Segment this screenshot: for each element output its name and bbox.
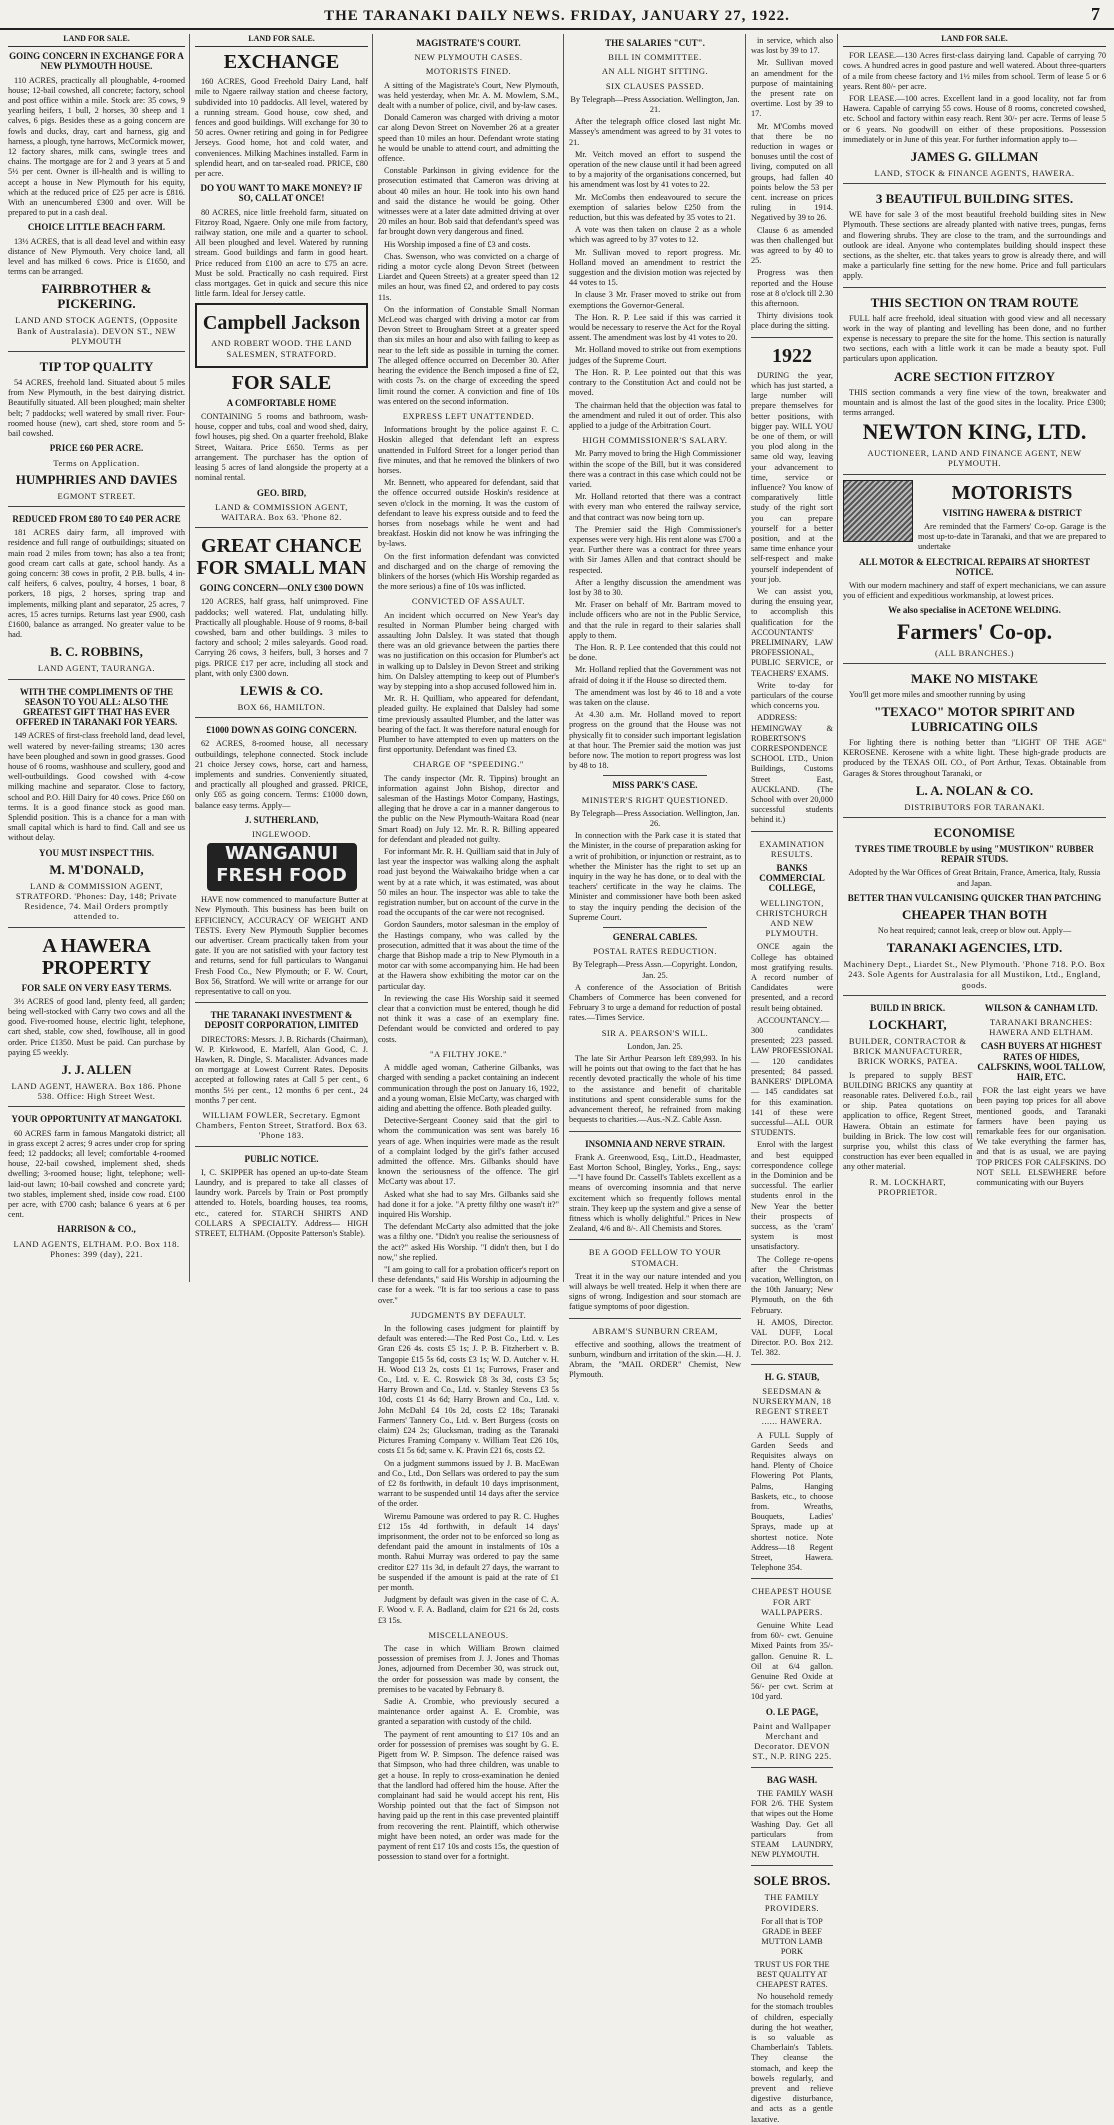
article-paragraph: The Premier said the High Commissioner's expenses were very high. His rent alone was £700 a year. Further there was a contract for three years with Sir James Allen and that contract should be respected.	[569, 524, 741, 575]
agent-details: LAND & COMMISSION AGENT, STRATFORD. 'Phones: Day, 148; Private Residence, 74. Mail Orders promptly attended to.	[15, 880, 178, 922]
article-paragraph: Clause 6 as amended was then challenged but was agreed to by 40 to 25.	[751, 225, 833, 266]
ad-body: THE FAMILY WASH FOR 2/6. THE System that wipes out the Home Washing Day. Get all particulars from STEAM LAUNDRY, NEW PLYMOUTH.	[751, 1788, 833, 1860]
ad-subheading: We also specialise in ACETONE WELDING.	[888, 605, 1061, 616]
article-paragraph: Detective-Sergeant Cooney said that the girl to whom the communication was sent was barely 16 years of age. When inquiries were made as the result of a complaint lodged by the girl's father accused admitted the offence. Mrs. Gilbanks should have known the seriousness of the offence. The girl McCarty was about 17.	[378, 1116, 559, 1187]
article-paragraph: The late Sir Arthur Pearson left £89,993. In his will he points out that owing to the fact that he has recently devoted practically the whole of his time to the assistance and benefit of charitable institutions and spent considerable sums for the advancement thereof, he refrained from making bequests to charities.—Aus.-N.Z. Cable Assn.	[569, 1054, 741, 1125]
article-paragraph: Mr. Parry moved to bring the High Commissioner within the scope of the Bill, but it was considered there was a contract in this case which could not be varied.	[569, 449, 741, 489]
article-subheading: CHARGE OF "SPEEDING."	[413, 759, 524, 770]
agent-details: (ALL BRANCHES.)	[935, 647, 1014, 658]
article-paragraph: in service, which also was lost by 39 to 17.	[751, 36, 833, 56]
article-dateline: London, Jan. 25.	[627, 1041, 683, 1051]
ad-subheading: A COMFORTABLE HOME	[226, 397, 337, 408]
agent-details: AUCTIONEER, LAND AND FINANCE AGENT, NEW PLYMOUTH.	[867, 448, 1082, 469]
article-paragraph: On the first information defendant was convicted and discharged and on the charge of removing the blinkers of the horses (which His Worship regarded as the more serious) a fine of 10s was inflicted.	[378, 551, 559, 592]
agent-name: M. M'DONALD,	[49, 861, 144, 877]
section-heading: LAND FOR SALE.	[195, 34, 368, 47]
agent-name: FAIRBROTHER & PICKERING.	[41, 281, 152, 312]
agent-details: Machinery Dept., Liardet St., New Plymouth. 'Phone 718. P.O. Box 243. Sole Agents for Australasia for all Mustikon, Ltd., England, goods.	[843, 959, 1106, 990]
article-paragraph: Sadie A. Crombie, who previously secured a maintenance order against A. E. Crombie, was granted a separation with custody of the child.	[378, 1697, 559, 1727]
article-subheading: HIGH COMMISSIONER'S SALARY.	[582, 435, 728, 446]
article-paragraph: Donald Cameron was charged with driving a motor car along Devon Street on November 26 at a greater speed than 10 miles an hour. Defendant wrote stating he would be unable to attend court, and admitting the offence.	[378, 113, 559, 164]
ad-body: I, C. SKIPPER has opened an up-to-date Steam Laundry, and is prepared to take all classes of laundry work. Parcels by Train or Post promptly attended to. Hotels, boarding houses, tea rooms, etc., catered for. STARCH SHIRTS AND COLLARS A SPECIALTY. Address— HIGH STREET, ELTHAM. (Opposite Patterson's Stable).	[195, 1167, 368, 1239]
agent-name: O. LE PAGE,	[765, 1706, 819, 1717]
ad-heading: CHEAPER THAN BOTH	[902, 906, 1047, 922]
ad-body: 160 ACRES, Good Freehold Dairy Land, half mile to Ngaere railway station and cheese factory, subdivided into 10 paddocks. All level, watered by a running stream. Good house, cow shed, and fences and good buildings. Will exchange for 30 to 50 acres. Owner retiring and going in for Pedigree Jerseys. Good home, hot and cold water, and conveniences. Milking Machines installed. Farm in splendid heart, and on tar-sealed road. PRICE, £80 per acre.	[195, 77, 368, 179]
ad-body: ADDRESS: HEMINGWAY & ROBERTSON'S CORRESPONDENCE SCHOOL LTD., Union Buildings, Customs Street East, AUCKLAND. (The School with over 20,000 successful students behind it.)	[751, 713, 833, 825]
article-paragraph: The defendant McCarty also admitted that the joke was a filthy one. "Didn't you realise the seriousness of the act?" asked His Worship. "I didn't then, but I do now," she replied.	[378, 1222, 559, 1262]
ad-heading: CHEAPEST HOUSE FOR ART WALLPAPERS.	[751, 1586, 833, 1617]
article-paragraph: After a lengthy discussion the amendment was lost by 38 to 30.	[569, 577, 741, 597]
article-paragraph: Mr. McCombs then endeavoured to secure the exemption of salaries below £250 from the reduction, but this was defeated by 35 votes to 21.	[569, 192, 741, 223]
article-paragraph: "I am going to call for a probation officer's report on these defendants," said His Worship in adjourning the case for a week. "It is far too serious a case to pass over."	[378, 1264, 559, 1305]
agent-details: SEEDSMAN & NURSERYMAN, 18 REGENT STREET ...... HAWERA.	[752, 1385, 832, 1427]
agent-name: J. SUTHERLAND,	[244, 814, 319, 825]
agent-name: SOLE BROS.	[753, 1873, 831, 1889]
article-subheading: "A FILTHY JOKE."	[430, 1048, 507, 1059]
ad-body: Adopted by the War Offices of Great Britain, France, America, Italy, Russia and Japan.	[848, 868, 1101, 888]
ad-body: 181 ACRES dairy farm, all improved with residence and full range of outbuildings; situated on main road 2 miles from town; has also a tea front; good cream cart calls at gate, school handy. As a going concern: 38 cows in profit, 2 P.B. bulls, 4 in-calf heifers, 6 calves, poultry, 4 horses, 1 boar, 8 porkers, 18 pigs, 2 horses, spring trap and implements, milking plant and separator, 25 acres, 7 acres, 15 acres turnips. Returns last year £900, cash £1600, balance as arranged. No greater value to be had.	[8, 528, 185, 640]
divider	[603, 775, 706, 776]
ad-heading: CHOICE LITTLE BEACH FARM.	[27, 222, 166, 233]
newspaper-title: THE TARANAKI DAILY NEWS. FRIDAY, JANUARY 27, 1922.	[324, 8, 790, 24]
agent-details: LAND & COMMISSION AGENT, WAITARA. Box 63. 'Phone 82.	[215, 501, 348, 522]
ad-body: Is prepared to supply BEST BUILDING BRICKS any quantity at reasonable rates. Delivered f.o.b., rail or ship. Patea quotations on application to office, Regent Street, Hawera. Obtain an estimate for building in Brick. The low cost will surprise you, whilst this class of construction has ever been equalled in any other material.	[843, 1070, 973, 1172]
ad-heading: YOUR OPPORTUNITY AT MANGATOKI.	[11, 1114, 182, 1125]
agent-details: WILLIAM FOWLER, Secretary. Egmont Chambers, Fenton Street, Stratford. Box 63. 'Phone 183.	[195, 1110, 368, 1141]
ad-body: No household remedy for the stomach troubles of children, especially during the hot weather, is so valuable as Chamberlain's Tablets. They cleanse the stomach, and keep the bowels regularly, and prevent and relieve digestive disturbance, and acts as a gentle laxative.	[751, 1992, 833, 2124]
agent-details: INGLEWOOD.	[251, 828, 312, 839]
ad-subheading: THE FAMILY PROVIDERS.	[764, 1892, 820, 1913]
article-dateline: By Telegraph—Press Association. Wellington, Jan. 21.	[570, 94, 740, 115]
ad-body: 13½ ACRES, that is all dead level and within easy distance of New Plymouth. Very choice land, all level and has milked 6 cows. Price is £1650, and terms can be arranged.	[8, 236, 185, 277]
agent-name: B. C. ROBBINS,	[50, 644, 143, 660]
article-paragraph: In clause 3 Mr. Fraser moved to strike out from exemptions the Governor-General.	[569, 290, 741, 310]
column-rule	[745, 34, 746, 1282]
ad-body: TRUST US FOR THE BEST QUALITY AT CHEAPEST RATES.	[754, 1959, 830, 1989]
article-subheading: CONVICTED OF ASSAULT.	[411, 596, 526, 607]
ad-body: You'll get more miles and smoother running by using	[849, 689, 1026, 699]
article-paragraph: A middle aged woman, Catherine Gilbanks, was charged with sending a packet containing an indecent communication through the post on January 16, 1922, and a young woman, Elsie McCarty, was charged with aiding and abetting the offence. Both pleaded guilty.	[378, 1063, 559, 1113]
divider	[603, 927, 706, 928]
article-paragraph: In connection with the Park case it is stated that the Minister, in the course of preparation asking for a writ of prohibition, or injunction or restraint, as to whether the Minister has the right to set up an inquiry in the way he has done, or to deal with the teachers' certificate in the way he claims. The Minister and commissioner have both been asked to stay the inquiry pending the decision of the Supreme Court.	[569, 831, 741, 922]
agent-name: TARANAKI AGENCIES, LTD.	[886, 940, 1063, 956]
ad-heading: FOR SALE	[231, 371, 332, 394]
article-paragraph: For informant Mr. R. H. Quilliam said that in July of last year the inspector was walking along the asphalt road just beyond the Waiwakaiho bridge when a car went by at a rate which, it was estimated, was about 50 miles an hour. The inspector was able to take the registration number, but on account of the curve in the road the occupants of the car were not recognised.	[378, 847, 559, 918]
agent-name: L. A. NOLAN & CO.	[915, 782, 1034, 798]
agent-name: NEWTON KING, LTD.	[862, 419, 1087, 445]
article-dateline: By Telegraph—Press Association. Wellington, Jan. 26.	[570, 808, 740, 829]
article-paragraph: His Worship imposed a fine of £3 and costs.	[384, 239, 531, 249]
agent-details: LAND AGENT, TAURANGA.	[37, 663, 156, 674]
ad-heading: 3 BEAUTIFUL BUILDING SITES.	[875, 191, 1074, 207]
article-paragraph: Mr. Fraser on behalf of Mr. Bartram moved to include officers who are not in the Public Service, and that the rule in regard to their salaries shall apply to them.	[569, 600, 741, 640]
ad-heading: MAKE NO MISTAKE	[911, 670, 1038, 686]
article-paragraph: At 4.30 a.m. Mr. Holland moved to report progress on the ground that the House was not physically fit to consider such important legislation at that hour. The Premier said the motion was just before now. The motion to report progress was lost by 48 to 18.	[569, 710, 741, 771]
agent-name: Farmers' Co-op.	[896, 618, 1053, 644]
ad-body: No heat required; cannot leak, creep or blow out. Apply—	[877, 925, 1072, 935]
ad-subheading: TYRES TIME TROUBLE by using "MUSTIKON" RUBBER REPAIR STUDS.	[855, 843, 1094, 865]
article-paragraph: A sitting of the Magistrate's Court, New Plymouth, was held yesterday, when Mr. A. M. Mowlem, S.M., dealt with a number of police, civil, and by-law cases.	[378, 80, 559, 111]
column-salaries-cut	[565, 34, 745, 1380]
article-paragraph: A vote was then taken on clause 2 as a whole which was agreed to by 37 votes to 12.	[569, 225, 741, 245]
ad-heading: ECONOMISE	[934, 824, 1015, 840]
article-paragraph: The amendment was lost by 46 to 18 and a vote was taken on the clause.	[569, 687, 741, 707]
ad-body: We can assist you, during the ensuing year, to accomplish this qualification for the ACCOUNTANTS' PRELIMINARY, LAW PROFESSIONAL, PUBLIC SERVICE, or TEACHERS' EXAMS.	[751, 586, 833, 678]
ad-heading: EXAMINATION RESULTS.	[759, 838, 825, 859]
ad-heading: BAG WASH.	[766, 1774, 818, 1785]
ad-heading: TIP TOP QUALITY	[39, 359, 154, 375]
article-paragraph: Progress was then reported and the House rose at 8 o'clock till 2.30 this afternoon.	[751, 268, 833, 309]
motorist-illustration	[843, 480, 913, 542]
article-paragraph: In reviewing the case His Worship said it seemed clear that a conviction must be entered, though he did not think it was a case of an exemplary fine. Defendant would be convicted and ordered to pay costs.	[378, 993, 559, 1044]
agent-name: H. G. STAUB,	[764, 1371, 820, 1382]
article-paragraph: The Hon. R. P. Lee pointed out that this was contrary to the Constitution Act and could not be moved.	[569, 367, 741, 398]
article-paragraph: The case in which William Brown claimed possession of premises from J. J. Jones and Thomas Jones, adjourned from December 30, was struck out, the order for possession was made by consent, the premises to be vacated by February 8.	[378, 1644, 559, 1694]
article-paragraph: The chairman held that the objection was fatal to the amendment and ruled it out of order. This also applied to a judge of the Arbitration Court.	[569, 400, 741, 430]
article-subheading: JUDGMENTS BY DEFAULT.	[410, 1309, 527, 1320]
ad-signature: R. M. LOCKHART, PROPRIETOR.	[869, 1176, 946, 1197]
ad-body: 60 ACRES farm in famous Mangatoki district; all in grass except 2 acres; 9 acres under crop for spring feed; 12 paddocks; all level; comfortable 4-roomed house, 22-bail cowshed, implement shed, sheds dwelling; 3-roomed house; light, telephone; well-laid-out lawn; 10-bail cowshed and concrete yard; two stables, implement shed, inside cow road. £100 per acre, with £700 cash; balance 6 years at 6 per cent.	[8, 1128, 185, 1220]
ad-body: The College re-opens after the Christmas vacation, Wellington, on the 10th January; New Plymouth, on the 6th February.	[751, 1254, 833, 1315]
ad-body: Are reminded that the Farmers' Co-op. Garage is the most up-to-date in Taranaki, and that we are prepared to undertake	[918, 521, 1106, 552]
agent-name: HUMPHRIES AND DAVIES	[15, 471, 178, 487]
agent-details: AND ROBERT WOOD. THE LAND SALESMEN, STRATFORD.	[211, 338, 352, 359]
ad-terms: Terms on Application.	[53, 457, 140, 468]
ad-body: CONTAINING 5 rooms and bathroom, wash-house, copper and tubs, coal and wood shed, dairy, fowl houses, pig shed. On a quarter freehold, Blake Street, Waitara. Price £650. Terms as per arrangement. The purchaser has the option of leasing 5 acres of land alongside the property at a nominal rental.	[195, 412, 368, 483]
article-subheading: MOTORISTS FINED.	[425, 66, 512, 77]
section-heading: LAND FOR SALE.	[843, 34, 1106, 47]
column-rule	[372, 34, 373, 1282]
article-paragraph: Chas. Swenson, who was convicted on a charge of riding a motor cycle along Devon Street (between Liardet and Queen Streets) at a greater speed than 12 miles an hour, was fined £2, and ordered to pay costs 11s.	[378, 251, 559, 302]
agent-name: LEWIS & CO.	[240, 682, 323, 698]
ad-heading: WITH THE COMPLIMENTS OF THE SEASON TO YOU ALL: ALSO THE GREATEST GIFT THAT HAS EVER OFFERED IN TARANAKI FOR YEARS.	[15, 686, 178, 728]
agent-details: LAND AGENTS, ELTHAM. P.O. Box 118. Phones: 399 (day), 221.	[13, 1238, 180, 1259]
agent-details: Paint and Wallpaper Merchant and Decorator. DEVON ST., N.P. RING 225.	[752, 1720, 832, 1762]
page-number: 7	[1091, 4, 1100, 24]
article-subheading: SIR A. PEARSON'S WILL.	[601, 1027, 709, 1038]
article-paragraph: Mr. Veitch moved an effort to suspend the operation of the new clause until it had been agreed to by a majority of the organisations concerned, but his amendment was lost by 41 votes to 22.	[569, 149, 741, 190]
article-subheading: SIX CLAUSES PASSED.	[605, 80, 705, 91]
agent-name: LOCKHART,	[868, 1016, 947, 1032]
ad-body: 110 ACRES, practically all ploughable, 4-roomed house; 12-bail cowshed, all concrete; factory, school and post office within a mile. Stock are: 35 cows, 9 yearling heifers, 1 bull, 2 horses, 30 sheep and 1 calves, 6 pigs. Besides these as a going concern are fowls and ducks, dray, cart and harness, gig and harness, a plough, tyne harrows, McCormick mower, 12 factory shares, milk cans, swingle trees and chains. The mortgage are for 2 and 3 years at 5 and 5½ per cent. Owner is ill-health and is willing to accept a house in New Plymouth for his equity, which at the reduced price of £25 per acre is £816. With an unencumbered £300 and over. Will be prepared to put in a cash deal.	[8, 75, 185, 218]
article-paragraph: Judgment by default was given in the case of C. A. F. Wood v. F. A. Badland, claim for £21 6s 2d, costs £3 15s.	[378, 1595, 559, 1625]
agent-details: EGMONT STREET.	[57, 490, 136, 501]
ad-body: FULL half acre freehold, ideal situation with good view and all necessary work in the way of planting and levelling has been done, and no further expense is necessary to prepare the site for the home. This section is naturally two sections, each with a little work it can be made a beauty spot. Full particulars upon application.	[843, 313, 1106, 364]
article-subheading: NEW PLYMOUTH CASES.	[414, 52, 523, 63]
article-paragraph: After the telegraph office closed last night Mr. Massey's amendment was agreed to by 31 votes to 21.	[569, 117, 741, 147]
article-heading: MISS PARK'S CASE.	[612, 780, 698, 791]
agent-details: LAND AGENT, HAWERA. Box 186. Phone 538. Office: High Street West.	[11, 1081, 182, 1102]
agent-name: Campbell Jackson	[202, 312, 361, 335]
ad-price: PRICE £60 PER ACRE.	[49, 443, 144, 454]
article-paragraph: Mr. Bennett, who appeared for defendant, said that the offence occurred outside Hoskin's residence at seven o'clock in the morning. It was the custom of defendant to leave his express outside and to feed the horses from nosebags while he went and had breakfast. Hoskin did not know he was infringing the by-laws.	[378, 478, 559, 549]
column-rule	[189, 34, 190, 1282]
agent-name: WILSON & CANHAM LTD.	[984, 1002, 1098, 1013]
ad-body: For lighting there is nothing better than "LIGHT OF THE AGE" KEROSENE. Kerosene with a white light. These high-grade products are produced by the TEXAS OIL CO., of Port Arthur, Texas. Obtainable from Garages & Stores throughout Taranaki, or	[843, 737, 1106, 778]
column-rule	[563, 34, 564, 1282]
ad-body: effective and soothing, allows the treatment of sunburn, windburn and irritation of the skin.—H. J. Abram, the "MAIL ORDER" Chemist, New Plymouth.	[569, 1339, 741, 1380]
agent-name: JAMES G. GILLMAN	[910, 149, 1039, 165]
ad-subheading: FOR SALE ON VERY EASY TERMS.	[21, 982, 172, 993]
article-paragraph: On the information of Constable Small Norman McLeod was charged with driving a motor car from Devon Street to Brougham Street at a greater speed than six miles an hour and also with failing to keep as near to the left side as possible in turning the corner. The alleged offence occurred on December 30. After hearing the evidence the Bench imposed a fine of £2, with costs 7s. on the charge of exceeding the speed limit round the corner. A conviction and fine of 10s was entered on the second information.	[378, 304, 559, 406]
ad-body: DIRECTORS: Messrs. J. B. Richards (Chairman), W. P. Kirkwood, E. Marfell, Alan Good, C. J. Hawken, R. Dingle, S. Macalister. Advances made on mortgage at Lowest Current Rates. Deposits accepted at following rates at Call 5 per cent., 6 months 5½ per cent., 12 months 6 per cent., 24 months 7 per cent.	[195, 1034, 368, 1105]
masthead	[0, 0, 1114, 30]
ad-subheading: BETTER THAN VULCANISING QUICKER THAN PATCHING	[847, 892, 1102, 903]
agent-name: J. J. ALLEN	[61, 1062, 132, 1078]
ad-body: With our modern machinery and staff of expert mechanicians, we can assure you of efficient and expeditious workmanship, at lowest prices.	[843, 580, 1106, 601]
article-paragraph: On a judgment summons issued by J. B. MacEwan and Co., Ltd., Don Sellars was ordered to pay the sum of £2 8s forthwith, in default 10 days imprisonment, warrant to be suspended until 14 days after the service of the order.	[378, 1458, 559, 1509]
ad-body: 54 ACRES, freehold land. Situated about 5 miles from New Plymouth, in the best dairying district. Beautifully situated. All been ploughed; main shelter belt; 7 paddocks; well watered by small river. Four-roomed house (new), cart shed, store room and 5-bail cowshed.	[8, 378, 185, 439]
ad-body: WE have for sale 3 of the most beautiful freehold building sites in New Plymouth. These sections are already planted with native trees, pungas, ferns and flowering shrubs. They are close to the tram, and the surroundings and outlook are ideal. Anyone who contemplates building should inspect these sections, as the shelter, etc. that takes years to grow is already there, and will make a particularly fine setting for the new home. Price and full particulars apply.	[843, 210, 1106, 281]
article-paragraph: An incident which occurred on New Year's day resulted in Norman Plumber being charged with assaulting John Dalsley. It was stated that though there was an old grievance between the parties there was no justification on this occasion for Plumber's act in walking up to Dalsley in Devon Street and striking him. On Dalsley attempting to keep out of Plumber's way by stepping into a shop accused followed him in.	[378, 610, 559, 691]
ad-body: FOR LEASE.—100 acres. Excellent land in a good locality, not far from Hawera. Capable of carrying 55 cows. House of 8 rooms, concreted cowshed, etc. School and factory within easy reach. Rent 30/- per acre. Terms of lease 5 or 6 years. No goodwill on either of these propositions. Possession immediately or in June of this year. For further information apply to—	[843, 94, 1106, 144]
article-paragraph: Thirty divisions took place during the sitting.	[751, 311, 833, 331]
ad-heading: GOING CONCERN IN EXCHANGE FOR A NEW PLYMOUTH HOUSE.	[9, 51, 184, 72]
ad-heading: ABRAM'S SUNBURN CREAM,	[592, 1325, 718, 1336]
ad-heading: BE A GOOD FELLOW TO YOUR STOMACH.	[588, 1247, 722, 1268]
column-continuation	[747, 34, 837, 2124]
ad-heading: THIS SECTION ON TRAM ROUTE	[870, 294, 1079, 310]
column-land-for-sale-3	[839, 34, 1110, 1282]
ad-heading: "TEXACO" MOTOR SPIRIT AND LUBRICATING OILS	[874, 703, 1075, 734]
ad-heading: BUILD IN BRICK.	[870, 1002, 946, 1013]
ad-heading: ACRE SECTION FITZROY	[893, 368, 1056, 384]
ad-body: HAVE now commenced to manufacture Butter at New Plymouth. This business has been built on EFFICIENCY, ACCURACY OF WEIGHT AND TESTS. Every New Plymouth Supplier becomes our advertiser. Cream practically taken from your gate. If you are not satisfied with your factory test and returns, send for full particulars to Wanganui Fresh Food Co., New Plymouth; or F. W. Court, Box 56, Stratford. We will write or arrange for our representative to call on you.	[195, 895, 368, 996]
ad-heading: BANKS COMMERCIAL COLLEGE,	[759, 863, 825, 894]
ad-body: FOR the last eight years we have been paying top prices for all above mentioned goods, and Taranaki farmers have been paying us remarkable fees for our organisation. We take everything the farmer has, and that is as usual, we are paying TOP PRICES FOR CALFSKINS. DO NOT SELL ELSEWHERE before communicating with our Buyers	[976, 1086, 1106, 1188]
column-land-for-sale-2	[191, 34, 372, 1282]
ad-heading: REDUCED FROM £80 TO £40 PER ACRE	[12, 513, 181, 524]
section-heading: LAND FOR SALE.	[8, 34, 185, 47]
article-paragraph: Mr. Holland retorted that there was a contract with every man who entered the railway service, and that contract was now being torn up.	[569, 492, 741, 522]
article-paragraph: A conference of the Association of British Chambers of Commerce has been convened for February 3 to urge a demand for reduction of postal rates.—Times Service.	[569, 982, 741, 1023]
agent-details: LAND, STOCK & FINANCE AGENTS, HAWERA.	[874, 168, 1075, 179]
ad-heading: A HAWERA PROPERTY	[41, 934, 152, 979]
article-paragraph: Mr. Holland replied that the Government was not afraid of doing it if the House so directed them.	[569, 665, 741, 685]
article-paragraph: The candy inspector (Mr. R. Tippins) brought an information against John Bishop, director and salesman of the Hastings Motor Company, Hastings, alleging that he drove a car in a manner dangerous to the public on the New Plymouth-Waitara Road (near Smart Road) on July 12. Mr. R. R. Billing appeared for defendant and pleaded not guilty.	[378, 773, 559, 844]
ad-body: 62 ACRES, 8-roomed house, all necessary outbuildings, telephone connected. Stock include 21 choice Jersey cows, horse, cart and harness, implements and sundries. Conveniently situated, and practically all ploughed and grassed. PRICE, only £65 as going concern. Terms: £1000 down, balance easy terms. Apply—	[195, 739, 368, 810]
ad-heading: 1922	[772, 344, 812, 367]
article-paragraph: In the following cases judgment for plaintiff by default was entered:—The Red Post Co., Ltd. v. Les Gran £26 4s. costs £5 1s; J. P. B. Fitzherbert v. B. Tangopie £15 5s 6d, costs £3 1s; W. D. Autcher v. H. H. Wood £13 2s, costs £1 1s; Furrows, Fraser and Co., Ltd. v. E. C. Roswick £8 3s 3d, costs £3 5s; Harry Brown and Co., Ltd. v. Stanley Stevens £3 5s 10d, costs £1 4s 6d; Harry Brown and Co., Ltd. v. John McDahl £4 10s 2d, costs £2 18s; Taranaki Farmers' Tannery Co., Ltd. v. Bert Burgess (costs on claim) £24 2s; Glucksman, trading as the Taranaki Pictures Framing Company v. William Teat £26 10s, costs £1 5s 6d; same v. K. Pravin £21 6s, costs £2.	[378, 1323, 559, 1456]
ad-heading: MOTORISTS	[951, 481, 1073, 504]
ad-heading: INSOMNIA AND NERVE STRAIN.	[585, 1138, 725, 1149]
article-subheading: POSTAL RATES REDUCTION.	[592, 946, 718, 957]
article-subheading: BILL IN COMMITTEE.	[608, 52, 702, 63]
ad-subheading: ALL MOTOR & ELECTRICAL REPAIRS AT SHORTEST NOTICE.	[858, 556, 1091, 577]
article-heading: THE SALARIES "CUT".	[605, 38, 705, 48]
ad-body: 149 ACRES of first-class freehold land, dead level, well watered by never-failing streams; 130 acres have been ploughed and sown in good grasses. Good house of 6 rooms, washhouse and scullery, good and well-outbuildings. Good cowshed with 4-cow milking machine and separator. Close to factory, school and P.O. Hill Dairy for 40 cows. Price £60 on terms. It is a good finance stock as good man. Splendid position. This is a chance for a man with small capital which is hard to find. Call and see us without delay.	[8, 731, 185, 843]
article-paragraph: The payment of rent amounting to £17 10s and an order for possession of premises was sought by G. E. Pigett from W. P. Simpson. The defence raised was that Simpson, who had three children, was unable to get a house. In reply to cross-examination he denied that the landlord had offered him the house. After the complainant had said he would accept his rent, His Worship pointed out that the fact of Simpson not having paid up the rent in this case prevented plaintiff from recovering the rent. Plaintiff, which otherwise might have been noted, an order was made for the payment of rent £17 10s and costs 15s, the question of possession to stand over for a fortnight.	[378, 1729, 559, 1862]
ad-body: ONCE again the College has obtained most gratifying results. A record number of Candidates were presented, and a record result being obtained.	[751, 942, 833, 1013]
agent-details: BOX 66, HAMILTON.	[237, 701, 326, 712]
column-magistrates-court	[374, 34, 563, 1862]
article-heading: GENERAL CABLES.	[612, 932, 698, 943]
ad-body: DURING the year, which has just started, a large number will prepare themselves for better positions, with bigger pay. WILL YOU be one of them, or will you plod along in the same old way, leaving your advancement to time, service or influence? You know of comparatively little study of the right sort you can prepare yourself for a better position, and at the same time enhance your self-respect and make yourself independent of your job.	[751, 370, 833, 584]
article-paragraph: Constable Parkinson in giving evidence for the prosecution estimated that Cameron was driving at about 40 miles an hour. He took into his own hand and said the distance he would be going. Other witnesses were at a later date admitted driving at over 20 miles an hour. Bob said that defendant's speed was far brought down very dangerous and fined.	[378, 166, 559, 237]
ad-body: For all that is TOP GRADE in BEEF MUTTON LAMB PORK	[761, 1916, 823, 1957]
agent-name: THE TARANAKI INVESTMENT & DEPOSIT CORPORATION, LIMITED	[204, 1010, 359, 1031]
ad-body: Genuine White Lead from 60/- cwt. Genuine Mixed Paints from 35/- gallon. Genuine R. L. Oil at 6/4 gallon. Genuine Red Oxide at 56/- per cwt. Scrim at 10d yard.	[751, 1621, 833, 1702]
ad-subheading: WELLINGTON, CHRISTCHURCH AND NEW PLYMOUTH.	[756, 897, 828, 939]
article-paragraph: The Hon. R. P. Lee said if this was carried it would be necessary to reserve the Act for the Royal assent. The amendment was lost by 41 votes to 20.	[569, 312, 741, 343]
ad-body: 120 ACRES, half grass, half unimproved. Fine paddocks; well watered. Flat, undulating hilly. Practically all ploughable. House of 9 rooms, 8-bail cowshed, barn and other buildings. 3 miles to factory and school; 2 miles saleyards. Good road. Carrying 26 cows, 3 heifers, bull, 3 horses and 7 pigs. PRICE £17 per acre, including all stock and plant, with only £300 down.	[195, 597, 368, 678]
ad-body: 80 ACRES, nice little freehold farm, situated on Fitzroy Road, Ngaere. Only one mile from factory, railway station, one mile and a quarter to school. All been ploughed and level. Watered by running stream. Good buildings and farm in good heart. Price reduced from £100 an acre to £75 an acre. Must be sold. Practically no cash required. First class mortgages. Get in quick and secure this nice little farm. Ideal for Jersey cattle.	[195, 207, 368, 299]
article-paragraph: Informations brought by the police against F. C. Hoskin alleged that defendant left an express unattended in Fulford Street for a longer period than five minutes, and that he removed the blinkers of two horses.	[378, 425, 559, 475]
agent-name: HARRISON & CO.,	[57, 1224, 136, 1235]
ad-subheading: GOING CONCERN—ONLY £300 DOWN	[199, 583, 364, 594]
agent-details: BUILDER, CONTRACTOR & BRICK MANUFACTURER, BRICK WORKS, PATEA.	[848, 1035, 967, 1067]
ad-body: FOR LEASE.—130 Acres first-class dairying land. Capable of carrying 70 cows. A hundred acres in good pasture and well watered. About three-quarters of a mile from cheese factory and 1½ miles from school. Term of lease 5 or 6 years. Rent 80/- per acre.	[843, 51, 1106, 91]
agent-details: TARANAKI BRANCHES: HAWERA AND ELTHAM.	[989, 1016, 1094, 1038]
article-paragraph: Mr. Sullivan moved an amendment for the purpose of maintaining the present rate on overtime. Lost by 39 to 17.	[751, 58, 833, 119]
article-subheading: MISCELLANEOUS.	[428, 1629, 509, 1640]
column-land-for-sale-1	[4, 34, 189, 1282]
article-subheading: AN ALL NIGHT SITTING.	[601, 66, 709, 77]
ad-subheading: DO YOU WANT TO MAKE MONEY? IF SO, CALL AT ONCE!	[200, 183, 363, 204]
article-paragraph: Gordon Saunders, motor salesman in the employ of the Hastings company, who was called by the prosecution, admitted that it was about the time of the charge that Bishop made a trip to New Plymouth in a motor car with some accompanying him. He had been at the Hawera show exhibiting the motor car on the particular day.	[378, 920, 559, 991]
article-paragraph: Asked what she had to say Mrs. Gilbanks said she had done it for a joke. "A pretty filthy one wasn't it?" inquired His Worship.	[378, 1189, 559, 1219]
article-dateline: By Telegraph—Press Assn.—Copyright. London, Jan. 25.	[572, 960, 738, 980]
ad-body: THIS section commands a very fine view of the town, breakwater and mountain and is almost the last of the good sites in the locality. Price £300; terms arranged.	[843, 387, 1106, 418]
ad-subheading: VISITING HAWERA & DISTRICT	[942, 507, 1082, 518]
article-paragraph: Wiremu Pamoune was ordered to pay R. C. Hughes £12 15s 4d forthwith, in default 14 days' imprisonment, the order not to be enforced so long as defendant paid the amount in instalments of 10s a month. Rahui Murray was ordered to pay the same creditor £27 11s 3d, in default 27 days, the warrant to be suspended if the amount is paid at the rate of £1 per month.	[378, 1511, 559, 1593]
article-subheading: EXPRESS LEFT UNATTENDED.	[402, 410, 535, 421]
ad-heading: EXCHANGE	[223, 51, 340, 74]
article-subheading: MINISTER'S RIGHT QUESTIONED.	[581, 794, 729, 805]
ad-body: Write to-day for particulars of the course which concerns you.	[751, 680, 833, 711]
ad-signature: H. AMOS, Director. VAL DUFF, Local Director. P.O. Box 212. Tel. 382.	[751, 1317, 833, 1358]
article-paragraph: The Hon. R. P. Lee contended that this could not be done.	[569, 642, 741, 663]
column-rule	[837, 34, 838, 1282]
ad-heading: PUBLIC NOTICE.	[244, 1153, 319, 1164]
agent-details: LAND AND STOCK AGENTS, (Opposite Bank of Australasia). DEVON ST., NEW PLYMOUTH	[15, 315, 178, 346]
ad-body: ACCOUNTANCY.— 300 candidates presented; 223 passed. LAW PROFESSIONAL— 120 candidates presented; 84 passed. BANKERS' DIPLOMA— 145 candidates sat for this examination. 141 of these were successful—ALL OUR STUDENTS.	[751, 1015, 833, 1138]
article-heading: MAGISTRATE'S COURT.	[416, 38, 521, 48]
ad-heading: GREAT CHANCE FOR SMALL MAN	[196, 535, 367, 580]
article-paragraph: Mr. M'Combs moved that there be no reduction in wages or bonuses until the cost of living, computed on all groups, had fallen 40 points below the 53 per cent. increase on prices ruling in 1914. Negatived by 39 to 26.	[751, 121, 833, 223]
ad-subheading: CASH BUYERS AT HIGHEST RATES OF HIDES, CALFSKINS, WOOL TALLOW, HAIR, ETC.	[977, 1041, 1106, 1082]
ad-body: 3½ ACRES of good land, plenty feed, all garden; being well-stocked with Carry two cows and all the good. Five-roomed house, electric light, telephone, cart shed, stable, cow shed, fowlhouse, all in good order. Price £1350. Must be paid. Can purchase by paying £5 weekly.	[8, 996, 185, 1057]
ad-body: Frank A. Greenwood, Esq., Litt.D., Headmaster, East Morton School, Bingley, Yorks., Eng., says:—"I have found Dr. Cassell's Tablets excellent as a means of overcoming insomnia and that nerve excitement which so frequently follows mental strain. They keep up the system and give a sense of fitness which is wholly delightful." Prices in New Zealand, 4/6 and 8/-. All Chemists and Stores.	[569, 1152, 741, 1234]
article-paragraph: Mr. Sullivan moved to report progress. Mr. Holland moved an amendment to restrict the suggestion and the division motion was rejected by 44 votes to 15.	[569, 247, 741, 288]
agent-name: GEO. BIRD,	[256, 487, 307, 498]
wanganui-fresh-food-logo: WANGANUI FRESH FOOD	[207, 843, 357, 891]
agent-details: DISTRIBUTORS FOR TARANAKI.	[904, 801, 1045, 812]
ad-heading: £1000 DOWN AS GOING CONCERN.	[206, 725, 357, 736]
ad-body: Treat it in the way our nature intended and you will always be well treated. Help it when there are signs of wrong. Indigestion and sour stomach are fatigue symptoms of poor digestion.	[569, 1271, 741, 1312]
ad-body: A FULL Supply of Garden Seeds and Requisites always on hand. Plenty of Choice Flowering Pot Plants, Palms, Hanging Baskets, etc., to choose from. Wreaths, Bouquets, Ladies' Sprays, made up at shortest notice. Note Address—18 Regent Street, Hawera. Telephone 354.	[751, 1430, 833, 1573]
article-paragraph: Mr. R. H. Quilliam, who appeared for defendant, pleaded guilty. He explained that Dalsley had some time previously assaulted Plumber, and the latter was bearing of the fact. It was therefore natural enough for Plumber to have attempted to even up matters on the first opportunity. Defendant was fined £3.	[378, 694, 559, 755]
ad-heading: YOU MUST INSPECT THIS.	[38, 847, 155, 858]
article-paragraph: Mr. Holland moved to strike out from exemptions judges of the Supreme Court.	[569, 345, 741, 365]
ad-body: Enrol with the largest and best equipped correspondence college in the Dominion and be successful. The earlier students enrol in the New Year the better their prospects of success, as the 'cram' system is most unsatisfactory.	[751, 1140, 833, 1252]
